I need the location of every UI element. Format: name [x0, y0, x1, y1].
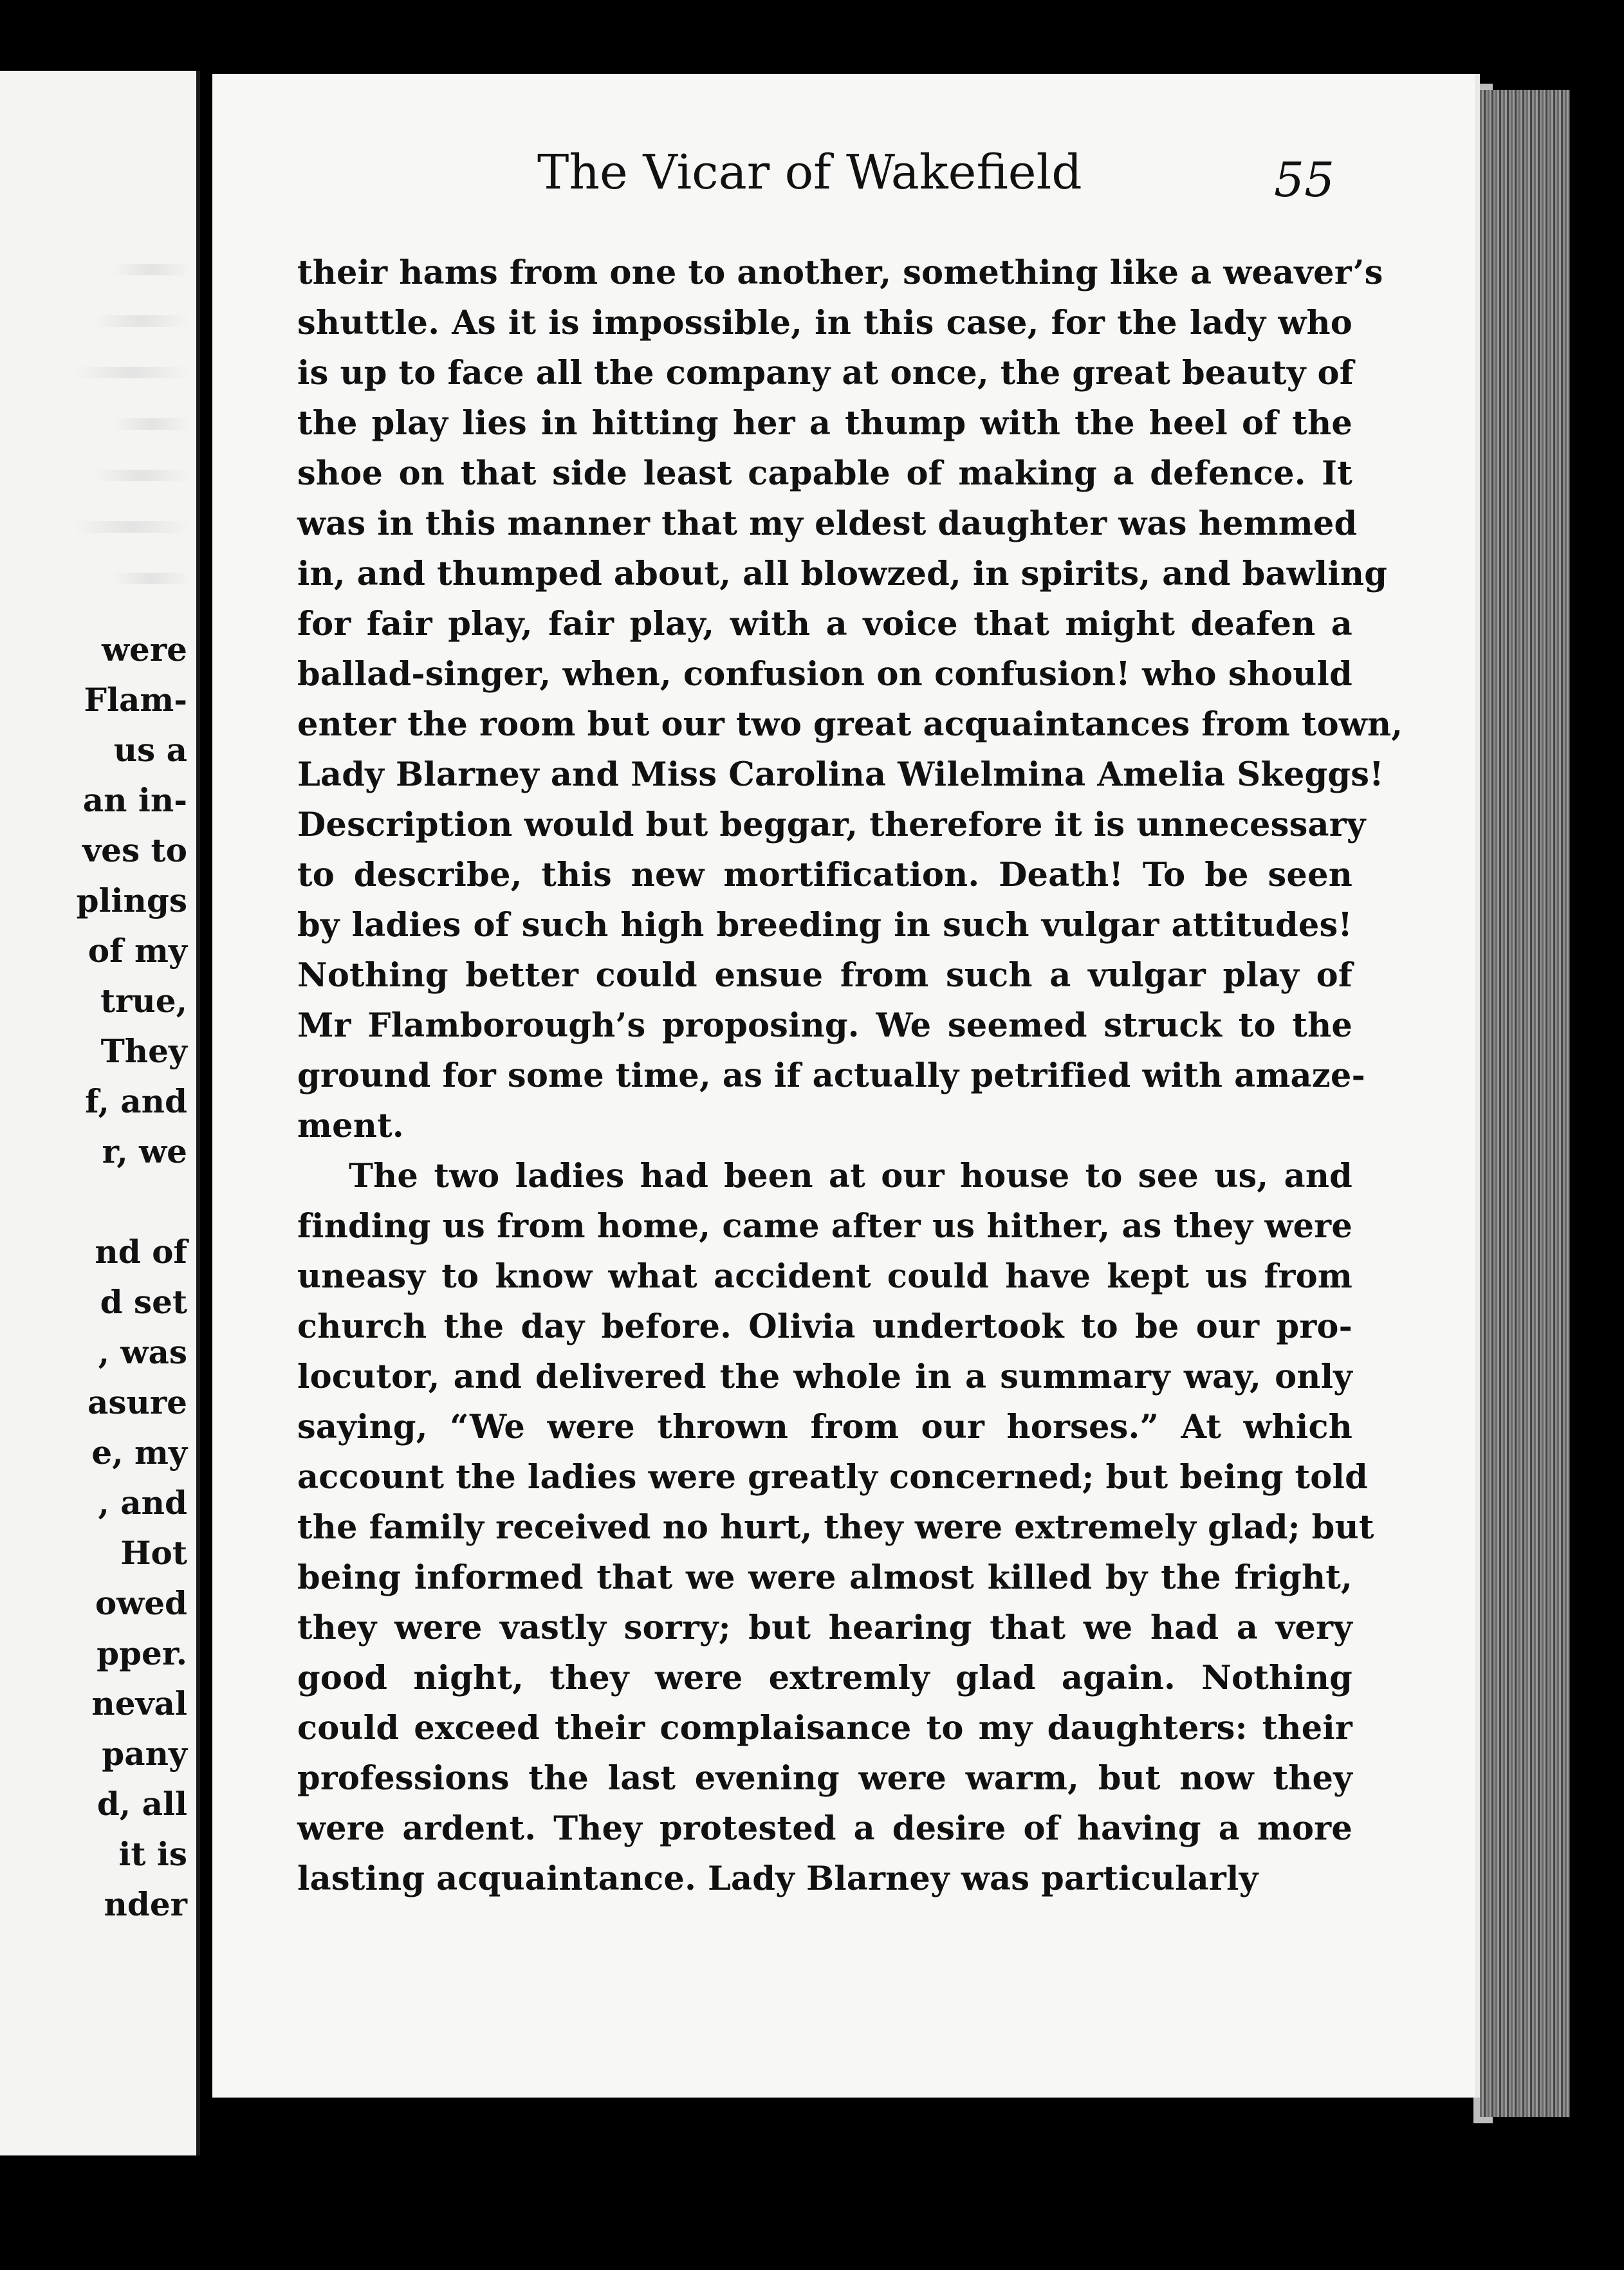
paragraph: [297, 1151, 1374, 1904]
text-line: Lady Blarney and Miss Carolina Wilelmina Amelia Skeggs!: [297, 755, 1384, 794]
text-line: to describe, this new mortification. Death! To be seen: [297, 856, 1352, 894]
text-line: by ladies of such high breeding in such vulgar attitudes!: [297, 906, 1352, 945]
text-line: for fair play, fair play, with a voice that might deafen a: [297, 605, 1352, 643]
text-line: professions the last evening were warm, but now they: [297, 1759, 1352, 1798]
text-line: is up to face all the company at once, the great beauty of: [297, 354, 1354, 392]
text-line: their hams from one to another, something like a weaver’s: [297, 254, 1383, 292]
text-line: lasting acquaintance. Lady Blarney was particularly: [297, 1859, 1259, 1898]
page-block-edges: [1480, 90, 1570, 2117]
text-line: the play lies in hitting her a thump with the heel of the: [297, 404, 1352, 443]
text-line: Mr Flamborough’s proposing. We seemed struck to the: [297, 1006, 1352, 1045]
facing-page-fragment: d set: [100, 1283, 187, 1321]
facing-page-fragment: , was: [98, 1333, 187, 1371]
facing-page-fragment: an in-: [82, 781, 187, 819]
show-through-mark: [93, 470, 190, 481]
text-line: saying, “We were thrown from our horses.” At which: [297, 1408, 1352, 1446]
facing-page-left: [0, 71, 200, 2155]
facing-page-fragment: it is: [118, 1835, 187, 1873]
text-line: shoe on that side least capable of making a defence. It: [297, 454, 1352, 493]
show-through-mark: [113, 418, 190, 430]
text-line: in, and thumped about, all blowzed, in spirits, and bawling: [297, 555, 1388, 593]
facing-page-fragment: ves to: [82, 831, 187, 869]
page-number: 55: [1274, 152, 1335, 208]
facing-page-fragment: asure: [87, 1383, 187, 1421]
facing-page-fragment: d, all: [97, 1785, 187, 1823]
facing-page-fragment: owed: [95, 1584, 187, 1622]
text-line: The two ladies had been at our house to see us, and: [349, 1157, 1352, 1195]
text-line: enter the room but our two great acquaintances from town,: [297, 705, 1403, 744]
show-through-mark: [113, 264, 190, 275]
show-through-mark: [74, 521, 190, 533]
text-line: they were vastly sorry; but hearing that we had a very: [297, 1609, 1352, 1647]
facing-page-fragment: us a: [113, 731, 187, 769]
body-text: [297, 248, 1403, 1904]
text-line: could exceed their complaisance to my daughters: their: [297, 1709, 1352, 1748]
facing-page-fragment: were: [101, 631, 187, 669]
text-line: were ardent. They protested a desire of having a more: [297, 1809, 1352, 1848]
text-line: being informed that we were almost killed by the fright,: [297, 1558, 1352, 1597]
facing-page-fragment: neval: [91, 1684, 187, 1722]
text-line: the family received no hurt, they were extremely glad; but: [297, 1508, 1374, 1547]
facing-page-fragment: of my: [88, 932, 187, 970]
text-line: finding us from home, came after us hither, as they were: [297, 1207, 1352, 1246]
facing-page-fragment: Flam-: [84, 681, 187, 719]
facing-page-fragment: , and: [98, 1484, 187, 1522]
show-through-mark: [113, 573, 190, 584]
text-line: Nothing better could ensue from such a vulgar play of: [297, 956, 1352, 995]
facing-page-fragment: f, and: [85, 1082, 187, 1120]
text-line: shuttle. As it is impossible, in this case, for the lady who: [297, 304, 1352, 342]
facing-page-fragment: r, we: [102, 1132, 187, 1170]
text-line: ground for some time, as if actually petrified with amaze-: [297, 1057, 1365, 1095]
text-line: church the day before. Olivia undertook to be our pro-: [297, 1307, 1352, 1346]
show-through-mark: [93, 315, 190, 327]
facing-page-fragment: e, my: [91, 1434, 187, 1472]
show-through-mark: [74, 367, 190, 378]
text-line: good night, they were extremly glad again. Nothing: [297, 1659, 1352, 1697]
facing-page-fragment: plings: [76, 881, 187, 919]
facing-page-fragment: They: [100, 1032, 187, 1070]
running-title: The Vicar of Wakefield: [537, 145, 1082, 200]
facing-page-fragment: Hot: [120, 1534, 187, 1572]
facing-page-fragment: pany: [102, 1735, 187, 1773]
text-line: uneasy to know what accident could have kept us from: [297, 1257, 1352, 1296]
paragraph: [297, 248, 1403, 1151]
facing-page-fragment: true,: [100, 982, 187, 1020]
text-line: account the ladies were greatly concerned; but being told: [297, 1458, 1368, 1497]
text-line: ballad-singer, when, confusion on confusion! who should: [297, 655, 1352, 694]
facing-page-fragment: pper.: [97, 1634, 187, 1672]
text-line: was in this manner that my eldest daughter was hemmed: [297, 504, 1358, 543]
facing-page-fragment: nd of: [95, 1233, 187, 1271]
text-line: locutor, and delivered the whole in a summary way, only: [297, 1358, 1352, 1396]
text-line: Description would but beggar, therefore it is unnecessary: [297, 806, 1366, 844]
running-header: [212, 145, 1480, 208]
facing-page-fragment: nder: [104, 1885, 187, 1923]
text-line: ment.: [297, 1107, 404, 1145]
